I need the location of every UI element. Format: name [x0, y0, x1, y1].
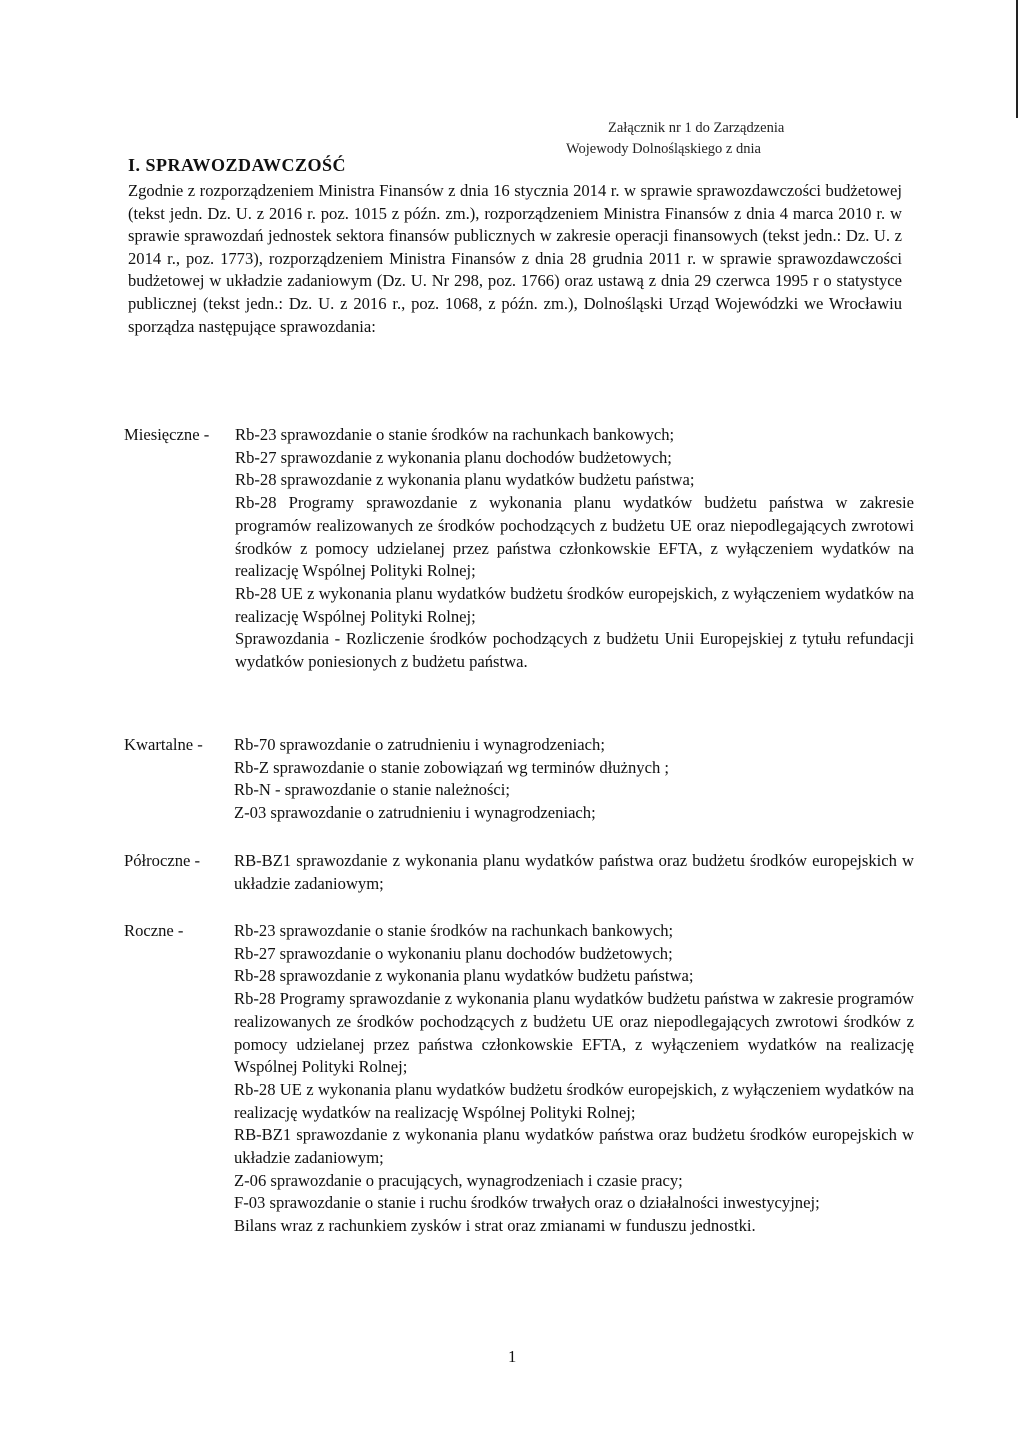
- annual-label: Roczne -: [124, 921, 184, 940]
- list-item: Sprawozdania - Rozliczenie środków pochodzących z budżetu Unii Europejskiej z tytułu refundacji wydatków poniesionych z budżetu państwa.: [235, 629, 914, 672]
- monthly-reports: [124, 424, 914, 674]
- list-item: Rb-23 sprawozdanie o stanie środków na rachunkach bankowych;: [234, 921, 674, 940]
- list-item: Rb-27 sprawozdanie o wykonaniu planu dochodów budżetowych;: [234, 943, 673, 963]
- list-item: Rb-27 sprawozdanie z wykonania planu dochodów budżetowych;: [235, 447, 672, 467]
- list-item: Rb-28 Programy sprawozdanie z wykonania planu wydatków budżetu państwa w zakresie programów realizowanych ze środków pochodzących z budżetu UE oraz niepodlegających zwrotowi środków z pomocy udzielanej przez państwa członkowskie EFTA, z wyłączeniem wydatków na realizację Wspólnej Polityki Rolnej;: [235, 493, 914, 581]
- list-item: Rb-N - sprawozdanie o stanie należności;: [234, 780, 511, 800]
- page-number: 1: [508, 1347, 517, 1366]
- annex-note: [566, 118, 814, 160]
- annual-list: [234, 920, 914, 1238]
- list-item: Rb-70 sprawozdanie o zatrudnieniu i wynagrodzeniach;: [234, 735, 605, 754]
- list-item: Rb-23 sprawozdanie o stanie środków na rachunkach bankowych;: [235, 425, 675, 444]
- list-item: Z-03 sprawozdanie o zatrudnieniu i wynagrodzeniach;: [234, 803, 596, 823]
- semiannual-list: [234, 850, 914, 895]
- section-heading: I. SPRAWOZDAWCZOŚĆ: [128, 155, 347, 175]
- annex-line-2: Wojewody Dolnośląskiego z dnia: [566, 141, 761, 157]
- monthly-label: Miesięczne -: [124, 425, 210, 444]
- list-item: Bilans wraz z rachunkiem zysków i strat oraz zmianami w funduszu jednostki.: [234, 1216, 756, 1236]
- semiannual-reports: [124, 850, 914, 895]
- intro-paragraph: Zgodnie z rozporządzeniem Ministra Finansów z dnia 16 stycznia 2014 r. w sprawie sprawozdawczości budżetowej (tekst jedn. Dz. U. z 2016 r. poz. 1015 z późn. zm.), rozporządzeniem Ministra Finansów z dnia 4 marca 2010 r. w sprawie sprawozdań jednostek sektora finansów publicznych w zakresie operacji finansowych (tekst jedn.: Dz. U. z 2014 r., poz. 1773), rozporządzeniem Ministra Finansów z dnia 28 grudnia 2011 r. w sprawie sprawozdawczości budżetowej w układzie zadaniowym (Dz. U. Nr 298, poz. 1766) oraz ustawą z dnia 29 czerwca 1995 r o statystyce publicznej (tekst jedn.: Dz. U. z 2016 r., poz. 1068, z późn. zm.), Dolnośląski Urząd Wojewódzki we Wrocławiu sporządza następujące sprawozdania:: [128, 181, 902, 336]
- list-item: Rb-28 UE z wykonania planu wydatków budżetu środków europejskich, z wyłączeniem wydatków na realizację Wspólnej Polityki Rolnej;: [235, 583, 914, 626]
- monthly-list: [235, 424, 914, 674]
- semiannual-label: Półroczne -: [124, 851, 201, 870]
- scan-edge-line: [1016, 0, 1018, 118]
- list-item: Rb-Z sprawozdanie o stanie zobowiązań wg terminów dłużnych ;: [234, 757, 669, 777]
- annex-line-1: Załącznik nr 1 do Zarządzenia: [608, 120, 785, 136]
- quarterly-reports: [124, 734, 914, 825]
- list-item: Z-06 sprawozdanie o pracujących, wynagrodzeniach i czasie pracy;: [234, 1170, 683, 1190]
- list-item: Rb-28 Programy sprawozdanie z wykonania planu wydatków budżetu państwa w zakresie programów realizowanych ze środków pochodzących z budżetu UE oraz niepodlegających zwrotowi środków z pomocy udzielanej przez państwa członkowskie EFTA, z wyłączeniem wydatków na realizację Wspólnej Polityki Rolnej;: [234, 989, 914, 1077]
- list-item: F-03 sprawozdanie o stanie i ruchu środków trwałych oraz o działalności inwestycyjnej;: [234, 1193, 820, 1213]
- quarterly-list: [234, 734, 914, 825]
- annual-reports: [124, 920, 914, 1238]
- quarterly-label: Kwartalne -: [124, 735, 203, 754]
- list-item: RB-BZ1 sprawozdanie z wykonania planu wydatków państwa oraz budżetu środków europejskich w układzie zadaniowym;: [234, 851, 914, 893]
- list-item: RB-BZ1 sprawozdanie z wykonania planu wydatków państwa oraz budżetu środków europejskich w układzie zadaniowym;: [234, 1125, 914, 1168]
- list-item: Rb-28 UE z wykonania planu wydatków budżetu środków europejskich, z wyłączeniem wydatków na realizację wydatków na realizację Wspólnej Polityki Rolnej;: [234, 1079, 914, 1122]
- list-item: Rb-28 sprawozdanie z wykonania planu wydatków budżetu państwa;: [234, 966, 694, 986]
- list-item: Rb-28 sprawozdanie z wykonania planu wydatków budżetu państwa;: [235, 470, 695, 490]
